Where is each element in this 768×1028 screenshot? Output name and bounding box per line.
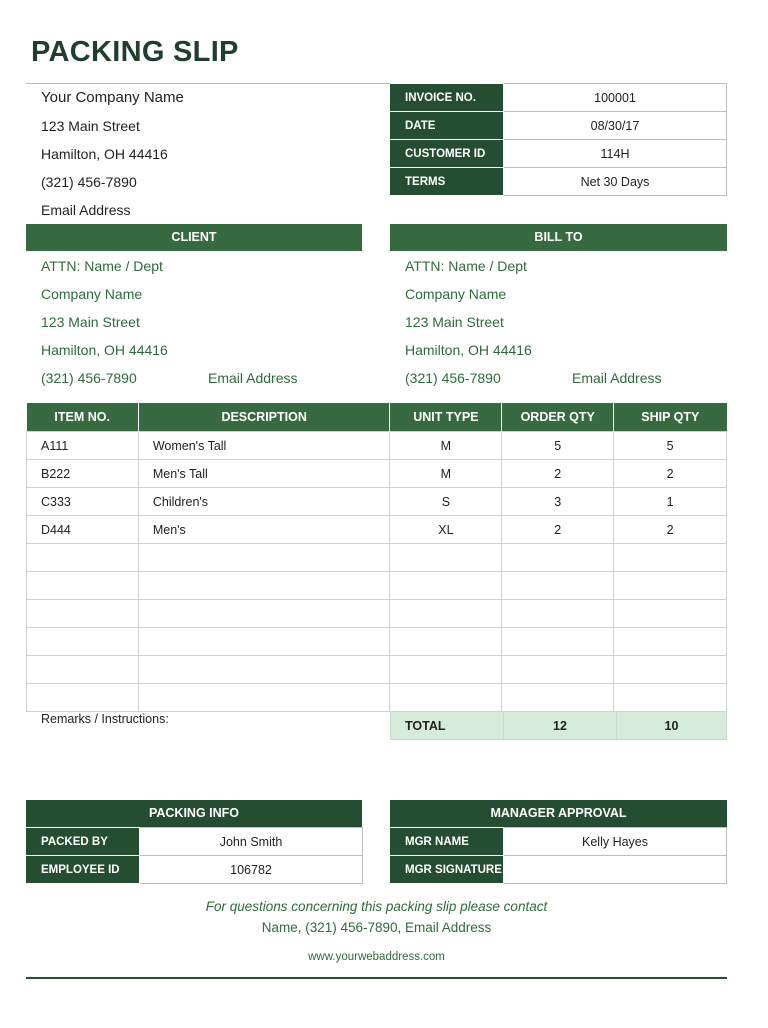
empty-cell[interactable]: [502, 628, 614, 656]
client-phone: (321) 456-7890: [41, 370, 137, 386]
footer-contact: Name, (321) 456-7890, Email Address: [261, 920, 492, 935]
empty-cell[interactable]: [390, 656, 502, 684]
table-row: [27, 432, 727, 460]
description-cell[interactable]: Men's Tall: [138, 460, 390, 488]
customer-id-row: [391, 140, 727, 168]
invoice-info-table: [390, 83, 727, 196]
empty-cell[interactable]: [27, 600, 139, 628]
empty-row: [27, 656, 727, 684]
mgr-signature-label: MGR SIGNATURE: [391, 856, 504, 884]
col-unit-type: UNIT TYPE: [390, 403, 502, 432]
empty-cell[interactable]: [138, 572, 390, 600]
packed-by-row: [27, 828, 363, 856]
empty-cell[interactable]: [138, 656, 390, 684]
empty-cell[interactable]: [27, 544, 139, 572]
bill-to-phone: (321) 456-7890: [405, 370, 501, 386]
employee-id-label: EMPLOYEE ID: [27, 856, 140, 884]
col-order-qty: ORDER QTY: [502, 403, 614, 432]
order-qty-cell[interactable]: 3: [502, 488, 614, 516]
packed-by-label: PACKED BY: [27, 828, 140, 856]
empty-row: [27, 600, 727, 628]
empty-cell[interactable]: [614, 572, 727, 600]
terms-label: TERMS: [391, 168, 504, 196]
bill-to-header: BILL TO: [390, 224, 727, 251]
bill-to-attn: ATTN: Name / Dept: [405, 258, 527, 274]
col-item-no: ITEM NO.: [27, 403, 139, 432]
unit-type-cell[interactable]: M: [390, 460, 502, 488]
company-name: Your Company Name: [41, 89, 184, 106]
empty-cell[interactable]: [27, 572, 139, 600]
empty-cell[interactable]: [502, 600, 614, 628]
empty-cell[interactable]: [138, 628, 390, 656]
packing-info-table: [26, 827, 363, 884]
footer-website-link[interactable]: www.yourwebaddress.com: [308, 951, 445, 963]
manager-approval-table: [390, 827, 727, 884]
client-attn: ATTN: Name / Dept: [41, 258, 163, 274]
empty-cell[interactable]: [390, 544, 502, 572]
col-description: DESCRIPTION: [138, 403, 390, 432]
col-ship-qty: SHIP QTY: [614, 403, 727, 432]
mgr-signature-value[interactable]: [504, 856, 727, 884]
manager-approval-header: MANAGER APPROVAL: [390, 800, 727, 827]
employee-id-value[interactable]: 106782: [140, 856, 363, 884]
empty-row: [27, 544, 727, 572]
order-qty-cell[interactable]: 2: [502, 460, 614, 488]
ship-qty-cell[interactable]: 1: [614, 488, 727, 516]
date-row: [391, 112, 727, 140]
total-label: TOTAL: [391, 712, 504, 740]
client-company: Company Name: [41, 286, 143, 302]
empty-cell[interactable]: [27, 684, 139, 712]
empty-cell[interactable]: [390, 572, 502, 600]
client-email: Email Address: [208, 370, 298, 386]
bill-to-city: Hamilton, OH 44416: [405, 342, 532, 358]
table-row: [27, 460, 727, 488]
order-qty-cell[interactable]: 2: [502, 516, 614, 544]
bill-to-street: 123 Main Street: [405, 314, 504, 330]
invoice-no-value[interactable]: 100001: [504, 84, 727, 112]
item-no-cell[interactable]: C333: [27, 488, 139, 516]
invoice-no-label: INVOICE NO.: [391, 84, 504, 112]
terms-row: [391, 168, 727, 196]
empty-cell[interactable]: [138, 544, 390, 572]
page-title: PACKING SLIP: [31, 36, 239, 68]
totals-table: [390, 711, 727, 740]
empty-cell[interactable]: [390, 684, 502, 712]
empty-cell[interactable]: [138, 600, 390, 628]
order-qty-cell[interactable]: 5: [502, 432, 614, 460]
total-order-qty: 12: [504, 712, 617, 740]
ship-qty-cell[interactable]: 2: [614, 460, 727, 488]
mgr-name-value[interactable]: Kelly Hayes: [504, 828, 727, 856]
invoice-row: [391, 84, 727, 112]
empty-cell[interactable]: [614, 684, 727, 712]
items-table: [26, 403, 727, 712]
totals-row: [391, 712, 727, 740]
client-header: CLIENT: [26, 224, 362, 251]
empty-cell[interactable]: [614, 544, 727, 572]
empty-cell[interactable]: [390, 600, 502, 628]
items-header-row: [27, 403, 727, 432]
table-row: [27, 516, 727, 544]
unit-type-cell[interactable]: S: [390, 488, 502, 516]
description-cell[interactable]: Women's Tall: [138, 432, 390, 460]
unit-type-cell[interactable]: XL: [390, 516, 502, 544]
empty-cell[interactable]: [614, 600, 727, 628]
ship-qty-cell[interactable]: 5: [614, 432, 727, 460]
unit-type-cell[interactable]: M: [390, 432, 502, 460]
bill-to-email: Email Address: [572, 370, 662, 386]
total-ship-qty: 10: [617, 712, 727, 740]
item-no-cell[interactable]: B222: [27, 460, 139, 488]
table-row: [27, 488, 727, 516]
description-cell[interactable]: Men's: [138, 516, 390, 544]
date-label: DATE: [391, 112, 504, 140]
item-no-cell[interactable]: D444: [27, 516, 139, 544]
description-cell[interactable]: Children's: [138, 488, 390, 516]
empty-cell[interactable]: [502, 656, 614, 684]
mgr-name-row: [391, 828, 727, 856]
empty-cell[interactable]: [138, 684, 390, 712]
date-value[interactable]: 08/30/17: [504, 112, 727, 140]
client-street: 123 Main Street: [41, 314, 140, 330]
company-city: Hamilton, OH 44416: [41, 146, 168, 162]
empty-row: [27, 684, 727, 712]
bill-to-company: Company Name: [405, 286, 507, 302]
empty-cell[interactable]: [502, 684, 614, 712]
employee-id-row: [27, 856, 363, 884]
remarks-label: Remarks / Instructions:: [41, 712, 169, 726]
company-email: Email Address: [41, 202, 131, 218]
empty-cell[interactable]: [390, 628, 502, 656]
company-street: 123 Main Street: [41, 118, 140, 134]
mgr-name-label: MGR NAME: [391, 828, 504, 856]
empty-cell[interactable]: [27, 656, 139, 684]
empty-cell[interactable]: [614, 656, 727, 684]
empty-cell[interactable]: [502, 572, 614, 600]
empty-cell[interactable]: [502, 544, 614, 572]
company-phone: (321) 456-7890: [41, 174, 137, 190]
terms-value[interactable]: Net 30 Days: [504, 168, 727, 196]
item-no-cell[interactable]: A111: [27, 432, 139, 460]
client-city: Hamilton, OH 44416: [41, 342, 168, 358]
ship-qty-cell[interactable]: 2: [614, 516, 727, 544]
customer-id-label: CUSTOMER ID: [391, 140, 504, 168]
mgr-signature-row: [391, 856, 727, 884]
customer-id-value[interactable]: 114H: [504, 140, 727, 168]
empty-row: [27, 572, 727, 600]
footer-question: For questions concerning this packing slip please contact: [205, 899, 548, 914]
bottom-divider: [26, 977, 727, 979]
empty-row: [27, 628, 727, 656]
packed-by-value[interactable]: John Smith: [140, 828, 363, 856]
empty-cell[interactable]: [27, 628, 139, 656]
packing-info-header: PACKING INFO: [26, 800, 362, 827]
empty-cell[interactable]: [614, 628, 727, 656]
